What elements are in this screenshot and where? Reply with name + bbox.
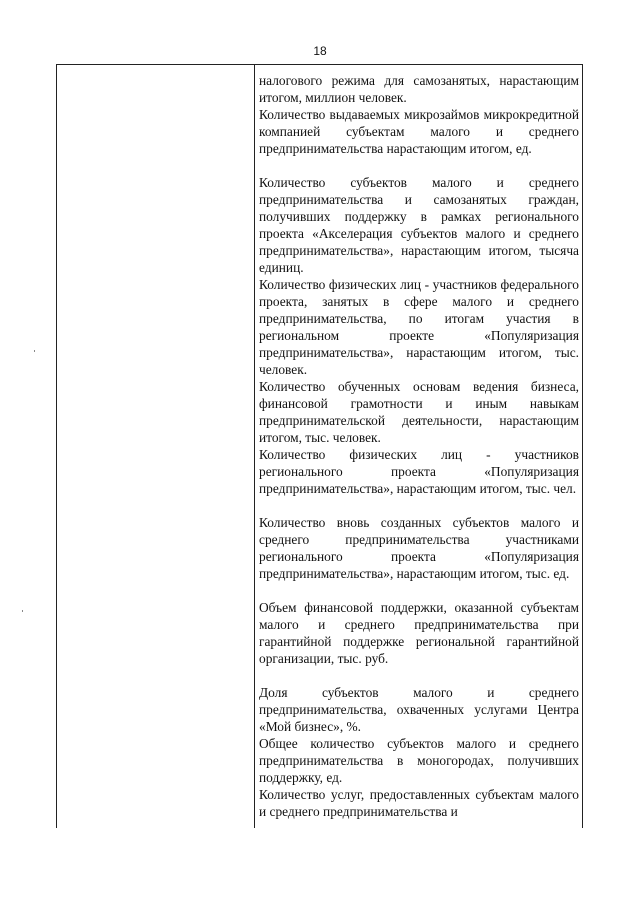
indicator-item: Количество выдаваемых микрозаймов микрокредитной компанией субъектам малого и среднего предпринимательства нарастающим итогом, ед. bbox=[259, 107, 579, 156]
table-left-cell bbox=[57, 65, 255, 828]
table-right-cell bbox=[255, 65, 584, 828]
indicators-table bbox=[56, 64, 583, 828]
indicator-item: Общее количество субъектов малого и среднего предпринимательства в моногородах, получивших поддержку, ед. bbox=[259, 736, 579, 785]
indicator-item: налогового режима для самозанятых, нарастающим итогом, миллион человек. bbox=[259, 73, 579, 105]
scan-speck bbox=[22, 610, 23, 612]
indicator-item: Доля субъектов малого и среднего предпринимательства, охваченных услугами Центра «Мой бизнес», %. bbox=[259, 685, 579, 734]
indicator-item: Количество физических лиц - участников федерального проекта, занятых в сфере малого и среднего предпринимательства, по итогам участия в региональном проекте «Популяризация предпринимательства», нарастающим итогом, тыс. человек. bbox=[259, 277, 579, 377]
indicator-item: Количество физических лиц - участников регионального проекта «Популяризация предпринимательства», нарастающим итогом, тыс. чел. bbox=[259, 447, 579, 496]
indicator-item: Объем финансовой поддержки, оказанной субъектам малого и среднего предпринимательства при гарантийной поддержке региональной гарантийной организации, тыс. руб. bbox=[259, 600, 579, 666]
indicator-item: Количество услуг, предоставленных субъектам малого и среднего предпринимательства и bbox=[259, 787, 579, 819]
indicator-item: Количество обученных основам ведения бизнеса, финансовой грамотности и иным навыкам предпринимательской деятельности, нарастающим итогом, тыс. человек. bbox=[259, 379, 579, 445]
indicator-item: Количество субъектов малого и среднего предпринимательства и самозанятых граждан, получивших поддержку в рамках регионального проекта «Акселерация субъектов малого и среднего предпринимательства», нарастающим итогом, тысяча единиц. bbox=[259, 175, 579, 275]
indicator-item: Количество вновь созданных субъектов малого и среднего предпринимательства участниками регионального проекта «Популяризация предпринимательства», нарастающим итогом, тыс. ед. bbox=[259, 515, 579, 581]
scan-speck bbox=[34, 350, 35, 352]
page-number: 18 bbox=[313, 44, 327, 58]
